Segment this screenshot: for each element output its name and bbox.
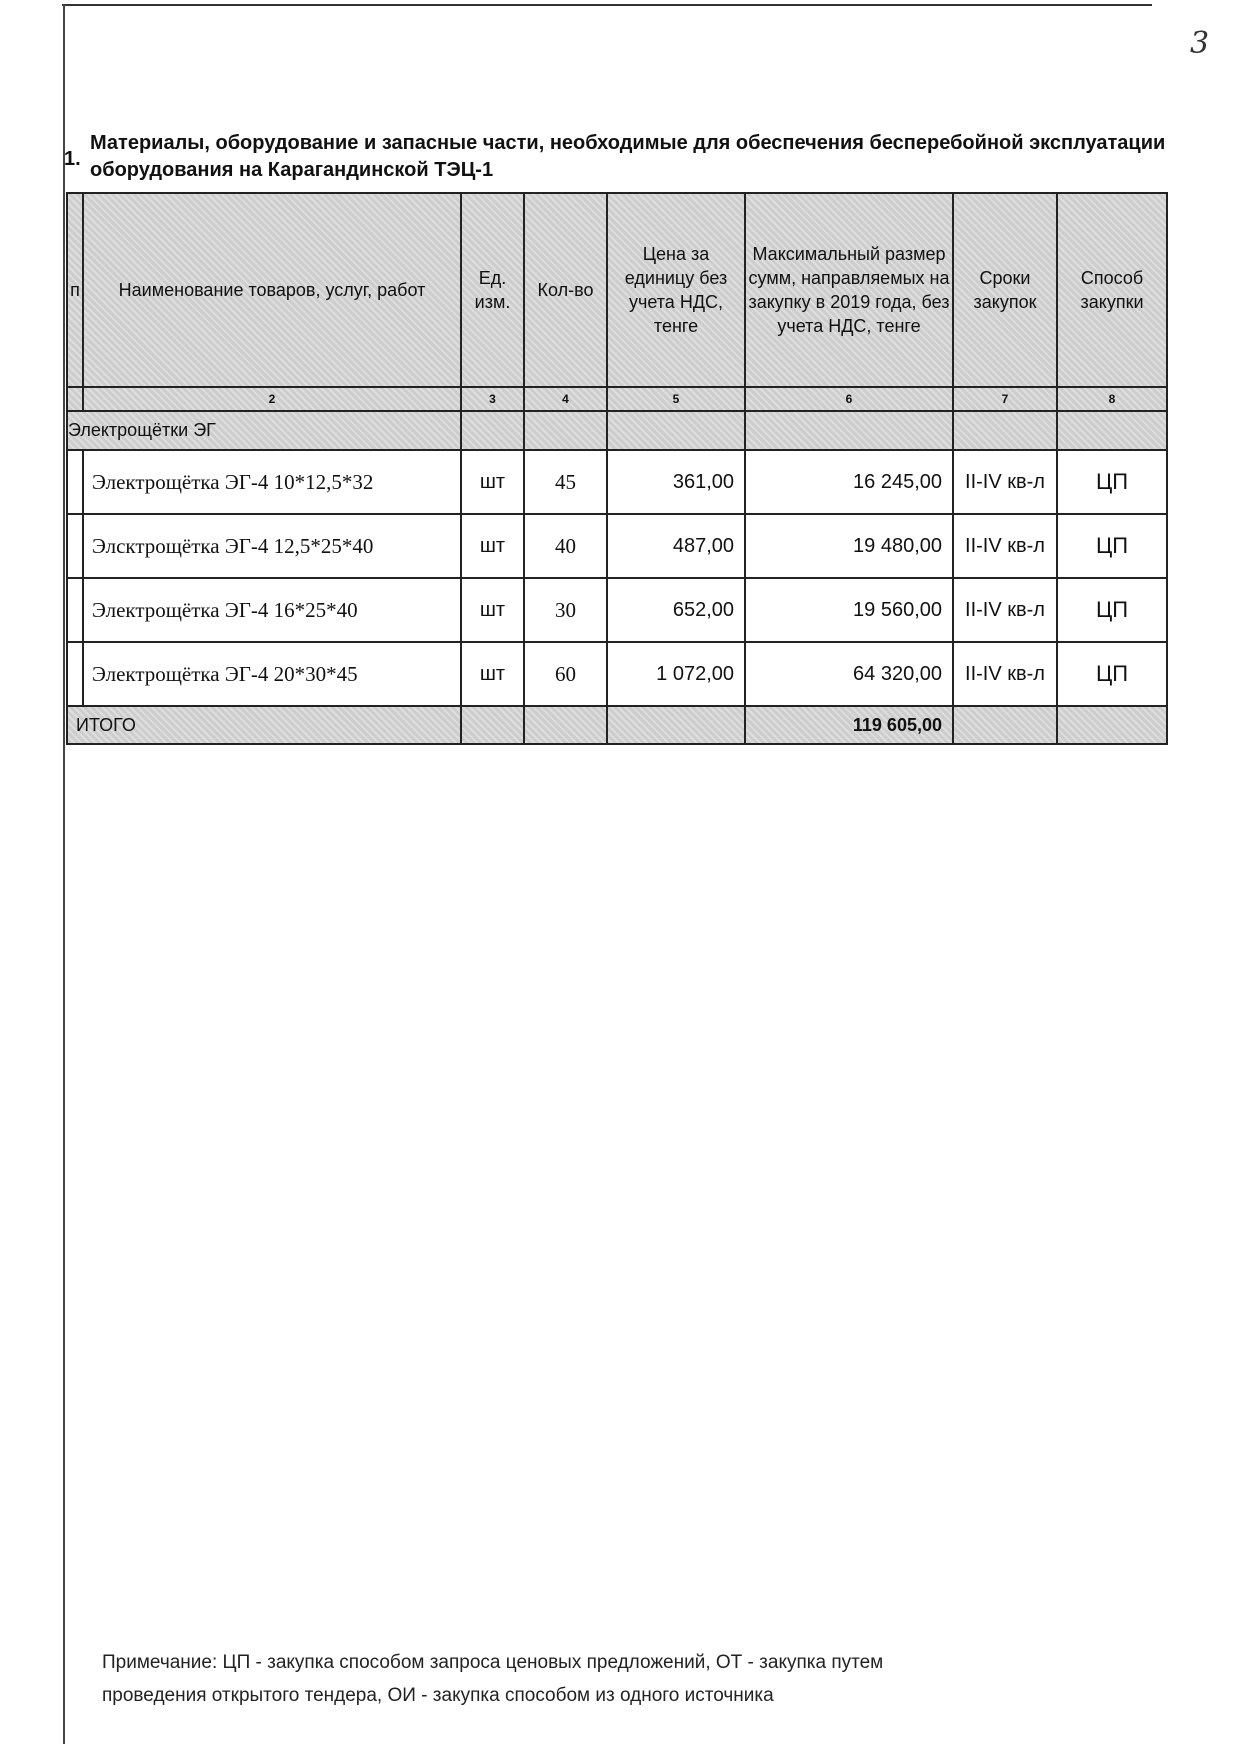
item-method: ЦП xyxy=(1057,450,1167,514)
item-max-sum: 16 245,00 xyxy=(745,450,953,514)
item-qty: 30 xyxy=(524,578,607,642)
total-sum: 119 605,00 xyxy=(745,706,953,744)
empty-cell xyxy=(607,411,745,450)
row-marker xyxy=(67,642,83,706)
page-number: 3 xyxy=(1190,26,1210,61)
row-marker xyxy=(67,514,83,578)
row-marker xyxy=(67,450,83,514)
item-name: Электрощётка ЭГ-4 10*12,5*32 xyxy=(83,450,461,514)
item-max-sum: 19 560,00 xyxy=(745,578,953,642)
item-name: Электрощётка ЭГ-4 16*25*40 xyxy=(83,578,461,642)
scan-frame-left xyxy=(63,4,65,1744)
section-number: 1. xyxy=(64,148,81,170)
item-qty: 60 xyxy=(524,642,607,706)
item-term: II-IV кв-л xyxy=(953,450,1057,514)
header-col1: п xyxy=(67,193,83,387)
item-qty: 45 xyxy=(524,450,607,514)
header-qty: Кол-во xyxy=(524,193,607,387)
footnote xyxy=(102,1646,1102,1712)
item-unit: шт xyxy=(461,514,524,578)
item-price: 361,00 xyxy=(607,450,745,514)
column-number: 4 xyxy=(524,387,607,411)
item-method: ЦП xyxy=(1057,642,1167,706)
item-term: II-IV кв-л xyxy=(953,578,1057,642)
item-price: 487,00 xyxy=(607,514,745,578)
item-term: II-IV кв-л xyxy=(953,642,1057,706)
column-number: 6 xyxy=(745,387,953,411)
procurement-table xyxy=(66,192,1168,745)
item-price: 652,00 xyxy=(607,578,745,642)
footnote-line: Примечание: ЦП - закупка способом запроса ценовых предложений, ОТ - закупка путем xyxy=(102,1652,884,1673)
item-name: Элсктрощётка ЭГ-4 12,5*25*40 xyxy=(83,514,461,578)
empty-cell xyxy=(461,706,524,744)
table-row xyxy=(67,642,1167,706)
header-method: Способ закупки xyxy=(1057,193,1167,387)
item-unit: шт xyxy=(461,450,524,514)
column-number: 2 xyxy=(83,387,461,411)
header-price: Цена за единицу без учета НДС, тенге xyxy=(607,193,745,387)
total-row xyxy=(67,706,1167,744)
empty-cell xyxy=(607,706,745,744)
header-max-sum: Максимальный размер сумм, направляемых на закупку в 2019 года, без учета НДС, тенге xyxy=(745,193,953,387)
table-row xyxy=(67,514,1167,578)
empty-cell xyxy=(524,411,607,450)
column-number xyxy=(67,387,83,411)
item-term: II-IV кв-л xyxy=(953,514,1057,578)
table-row xyxy=(67,578,1167,642)
item-qty: 40 xyxy=(524,514,607,578)
column-number-row xyxy=(67,387,1167,411)
header-term: Сроки закупок xyxy=(953,193,1057,387)
item-method: ЦП xyxy=(1057,578,1167,642)
empty-cell xyxy=(524,706,607,744)
empty-cell xyxy=(745,411,953,450)
empty-cell xyxy=(1057,706,1167,744)
empty-cell xyxy=(461,411,524,450)
item-unit: шт xyxy=(461,642,524,706)
header-unit: Ед. изм. xyxy=(461,193,524,387)
item-unit: шт xyxy=(461,578,524,642)
empty-cell xyxy=(953,706,1057,744)
group-title: Электрощётки ЭГ xyxy=(67,411,461,450)
empty-cell xyxy=(1057,411,1167,450)
item-price: 1 072,00 xyxy=(607,642,745,706)
column-number: 3 xyxy=(461,387,524,411)
document-title: Материалы, оборудование и запасные части, необходимые для обеспечения бесперебойной эксплуатации оборудования на Карагандинской ТЭЦ-1 xyxy=(90,132,1166,181)
row-marker xyxy=(67,578,83,642)
total-label: ИТОГО xyxy=(67,706,461,744)
item-method: ЦП xyxy=(1057,514,1167,578)
item-max-sum: 64 320,00 xyxy=(745,642,953,706)
column-number: 7 xyxy=(953,387,1057,411)
column-number: 8 xyxy=(1057,387,1167,411)
header-name: Наименование товаров, услуг, работ xyxy=(83,193,461,387)
table-row xyxy=(67,450,1167,514)
footnote-line: проведения открытого тендера, ОИ - закупка способом из одного источника xyxy=(102,1685,774,1706)
scan-frame-top xyxy=(62,4,1152,6)
item-max-sum: 19 480,00 xyxy=(745,514,953,578)
table-header-row xyxy=(67,193,1167,387)
column-number: 5 xyxy=(607,387,745,411)
empty-cell xyxy=(953,411,1057,450)
group-row xyxy=(67,411,1167,450)
item-name: Электрощётка ЭГ-4 20*30*45 xyxy=(83,642,461,706)
